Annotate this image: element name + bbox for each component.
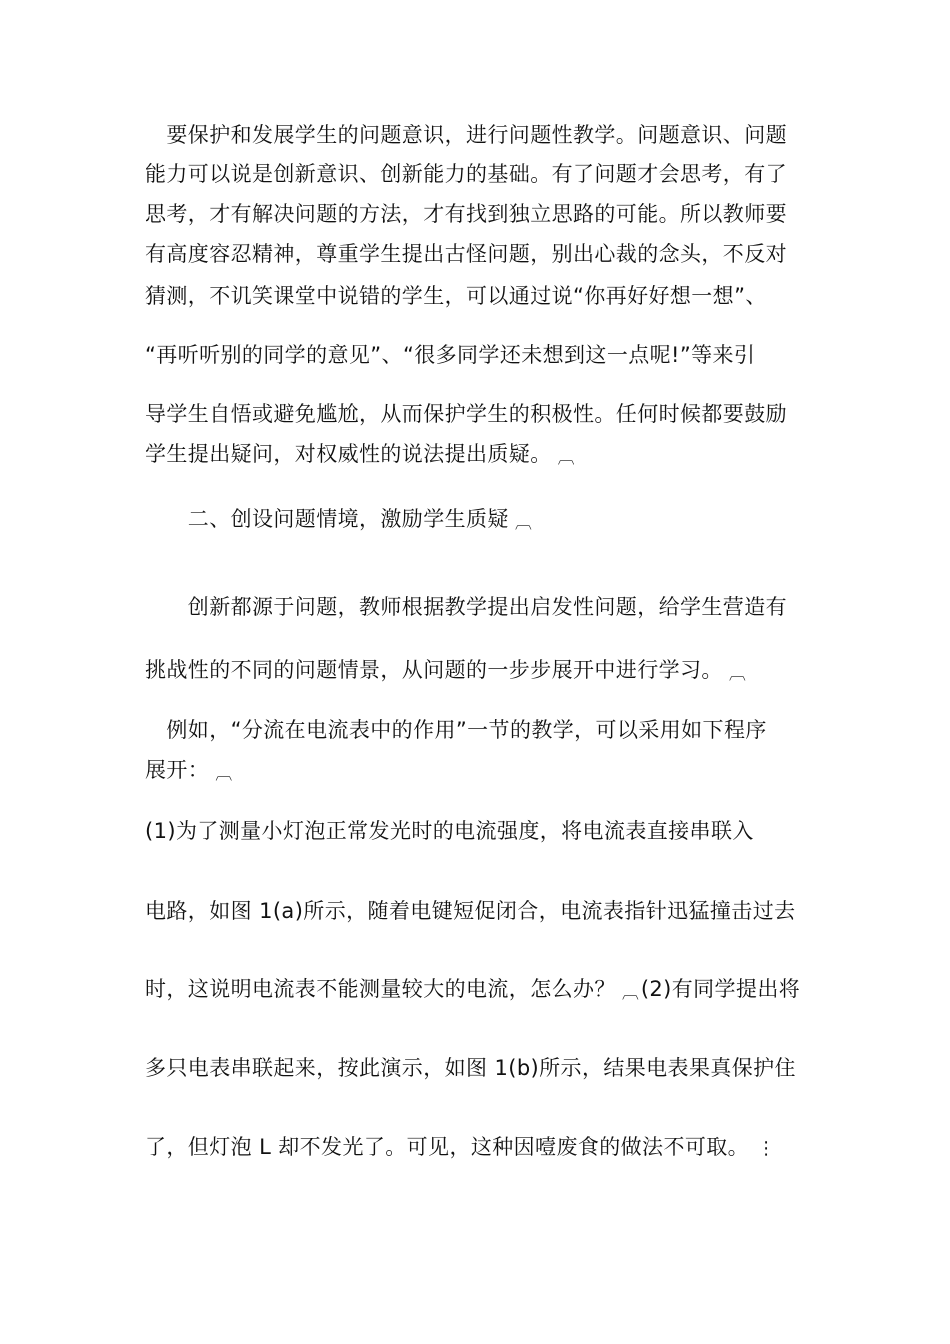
para2-line-2 [145,656,746,688]
para1-line-1: 要保护和发展学生的问题意识，进行问题性教学。问题意识、问题 [145,123,787,147]
para1-line-8-text: 学生提出疑问，对权威性的说法提出质疑。 [145,442,552,466]
section-heading-text: 二、创设问题情境，激励学生质疑 [145,507,509,531]
para4-line-3 [145,975,800,1007]
section-heading [145,505,532,537]
paragraph-mark-icon: ︹ [557,448,575,468]
para1-line-8 [145,440,575,472]
para4-line-3-tail: (2)有同学提出将 [640,977,801,1001]
para3-line-2 [145,756,232,788]
para4-line-1: (1)为了测量小灯泡正常发光时的电流强度，将电流表直接串联入 [145,819,754,843]
para1-line-4: 有高度容忍精神，尊重学生提出古怪问题，别出心裁的念头，不反对 [145,242,787,266]
paragraph-mark-icon: ︹ [514,513,532,533]
para1-line-5: 猜测，不讥笑课堂中说错的学生，可以通过说“你再好好想一想”、 [145,284,767,308]
para1-line-6: “再听听别的同学的意见”、“很多同学还未想到这一点呢!”等来引 [145,343,756,367]
para4-line-2: 电路，如图 1(a)所示，随着电键短促闭合，电流表指针迅猛撞击过去 [145,899,796,923]
para1-line-3: 思考，才有解决问题的方法，才有找到独立思路的可能。所以教师要 [145,202,787,226]
para2-line-1: 创新都源于问题，教师根据教学提出启发性问题，给学生营造有 [145,595,787,619]
para4-line-3-text: 时，这说明电流表不能测量较大的电流，怎么办？ [145,977,616,1001]
para3-line-2-text: 展开： [145,758,210,782]
para1-line-2: 能力可以说是创新意识、创新能力的基础。有了问题才会思考，有了 [145,162,787,186]
paragraph-mark-icon: ︹ [215,764,233,784]
ellipsis-mark-icon: ⋮ [757,1138,776,1159]
para4-line-5-text: 了，但灯泡 L 却不发光了。可见，这种因噎废食的做法不可取。 [145,1135,750,1159]
para3-line-1: 例如，“分流在电流表中的作用”一节的教学，可以采用如下程序 [145,718,767,742]
para4-line-5 [145,1133,775,1163]
paragraph-mark-icon: ︹ [728,664,746,684]
para2-line-2-text: 挑战性的不同的问题情景，从问题的一步步展开中进行学习。 [145,658,723,682]
para4-line-4: 多只电表串联起来，按此演示，如图 1(b)所示，结果电表果真保护住 [145,1056,796,1080]
paragraph-mark-icon: ︹ [621,983,639,1003]
para1-line-7: 导学生自悟或避免尴尬，从而保护学生的积极性。任何时候都要鼓励 [145,402,787,426]
